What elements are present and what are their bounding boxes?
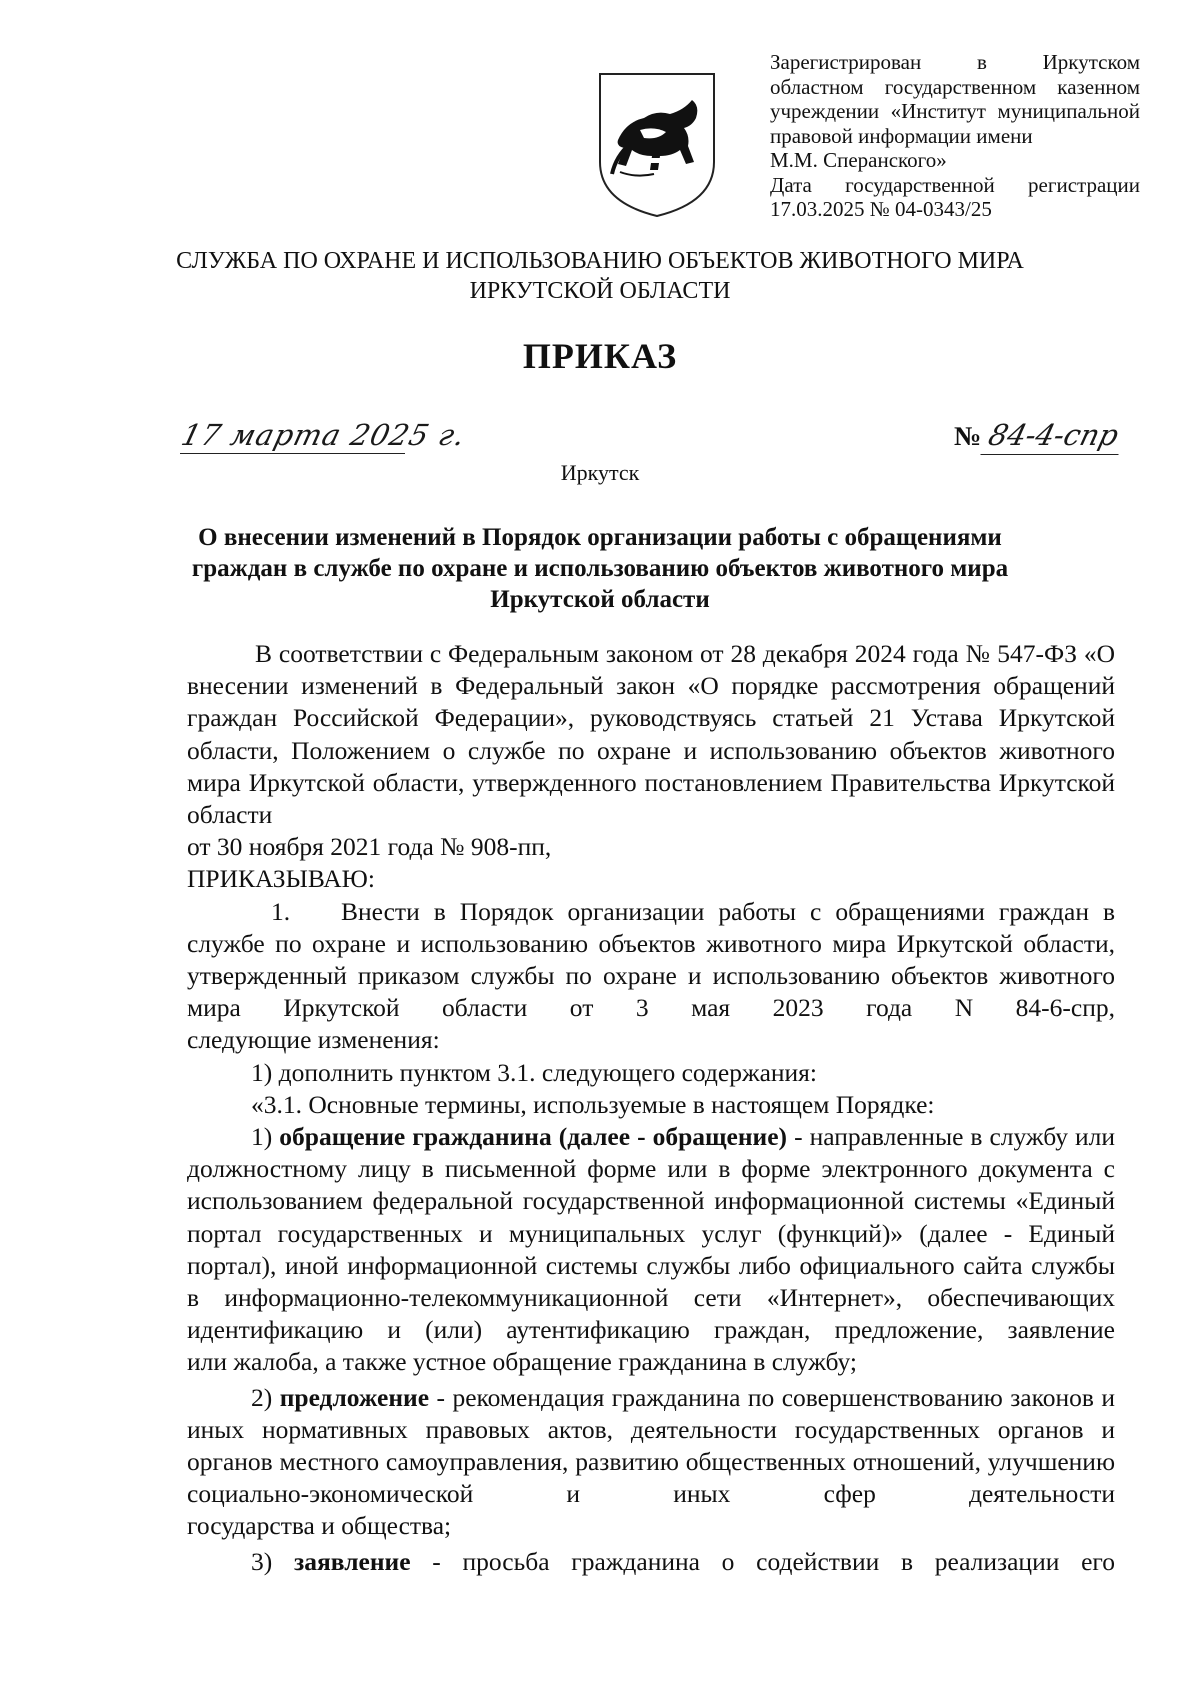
- registration-line: Зарегистрирован в Иркутском: [770, 50, 1140, 74]
- registration-line: М.М. Сперанского»: [770, 148, 947, 172]
- organization-line-2: ИРКУТСКОЙ ОБЛАСТИ: [469, 278, 731, 304]
- organization-name: [150, 246, 1050, 306]
- city-name: Иркутск: [560, 460, 640, 485]
- definition-1-end: или жалоба, а также устное обращение гражданина в службу;: [187, 1347, 857, 1377]
- definition-text: - направленные в службу или должностному лицу в письменной форме или в форме электронного документа с использованием федеральной государственной информационной системы «Единый портал государственных и муниципальных услуг (функций)» (далее - Единый портал), иной информационной системы службы либо официального сайта службы в информационно-телекоммуникационной сети «Интернет», обеспечивающих идентификацию и (или) аутентификацию граждан, предложение, заявление: [187, 1122, 1115, 1345]
- document-body: [187, 638, 1115, 1578]
- item-1-paragraph: [187, 896, 1115, 1025]
- registration-stamp: [770, 50, 1140, 222]
- subject-line: Иркутской области: [490, 586, 710, 613]
- organization-line-1: СЛУЖБА ПО ОХРАНЕ И ИСПОЛЬЗОВАНИЮ ОБЪЕКТОВ ЖИВОТНОГО МИРА: [176, 248, 1024, 274]
- definition-term: обращение гражданина (далее - обращение): [279, 1122, 788, 1152]
- order-word: ПРИКАЗЫВАЮ:: [187, 864, 375, 894]
- definition-3: [187, 1546, 1115, 1578]
- number-label: №: [954, 421, 982, 451]
- subitem-paragraph: 1) дополнить пунктом 3.1. следующего содержания:: [251, 1057, 817, 1087]
- item-text: Внести в Порядок организации работы с обращениями граждан в службе по охране и использованию объектов животного мира Иркутской области, утвержденный приказом службы по охране и использованию объектов животного мира Иркутской области от 3 мая 2023 года N 84-6-спр,: [187, 896, 1115, 1023]
- document-title: ПРИКАЗ: [522, 336, 678, 376]
- order-subject: [170, 522, 1030, 615]
- registration-line: 17.03.2025 № 04-0343/25: [770, 197, 992, 221]
- definition-term: заявление: [293, 1546, 411, 1576]
- date-underline: [180, 453, 405, 454]
- subject-line: граждан в службе по охране и использованию объектов животного мира: [191, 555, 1009, 582]
- order-date: 17 марта 2025 г.: [178, 418, 470, 452]
- definition-number: 2): [251, 1382, 273, 1412]
- definition-2-end: государства и общества;: [187, 1511, 452, 1541]
- registration-line: учреждении «Институт муниципальной: [770, 99, 1140, 123]
- preamble-paragraph: В соответствии с Федеральным законом от 28 декабря 2024 года № 547-ФЗ «О внесении изменений в Федеральный закон «О порядке рассмотрения обращений граждан Российской Федерации», руководствуясь статьей 21 Устава Иркутской области, Положением о службе по охране и использованию объектов животного мира Иркутской области, утвержденного постановлением Правительства Иркутской области: [187, 639, 1115, 830]
- irkutsk-coat-of-arms-emblem: [596, 70, 718, 218]
- order-number: [954, 418, 1124, 455]
- number-value: 84-4-спр: [981, 418, 1129, 455]
- item-1-end: следующие изменения:: [187, 1025, 440, 1055]
- preamble-end: от 30 ноября 2021 года № 908-пп,: [187, 832, 552, 862]
- subitem-paragraph: «3.1. Основные термины, используемые в настоящем Порядке:: [251, 1089, 935, 1119]
- registration-line: областном государственном казенном: [770, 74, 1140, 99]
- definition-text: - просьба гражданина о содействии в реализации его: [432, 1546, 1115, 1576]
- definition-2: [187, 1382, 1115, 1511]
- item-number: 1.: [271, 896, 291, 926]
- definition-text: - рекомендация гражданина по совершенствованию законов и иных нормативных правовых актов, деятельности государственных органов и органов местного самоуправления, развитию общественных отношений, улучшению социально-экономической и иных сфер деятельности: [187, 1382, 1116, 1509]
- definition-number: 3): [251, 1546, 273, 1576]
- definition-term: предложение: [279, 1382, 430, 1412]
- registration-line: правовой информации имени: [770, 123, 1033, 148]
- registration-line: Дата государственной регистрации: [770, 172, 1140, 197]
- definition-number: 1): [251, 1122, 273, 1152]
- definition-1: [187, 1121, 1115, 1346]
- subject-line: О внесении изменений в Порядок организации работы с обращениями: [198, 524, 1002, 551]
